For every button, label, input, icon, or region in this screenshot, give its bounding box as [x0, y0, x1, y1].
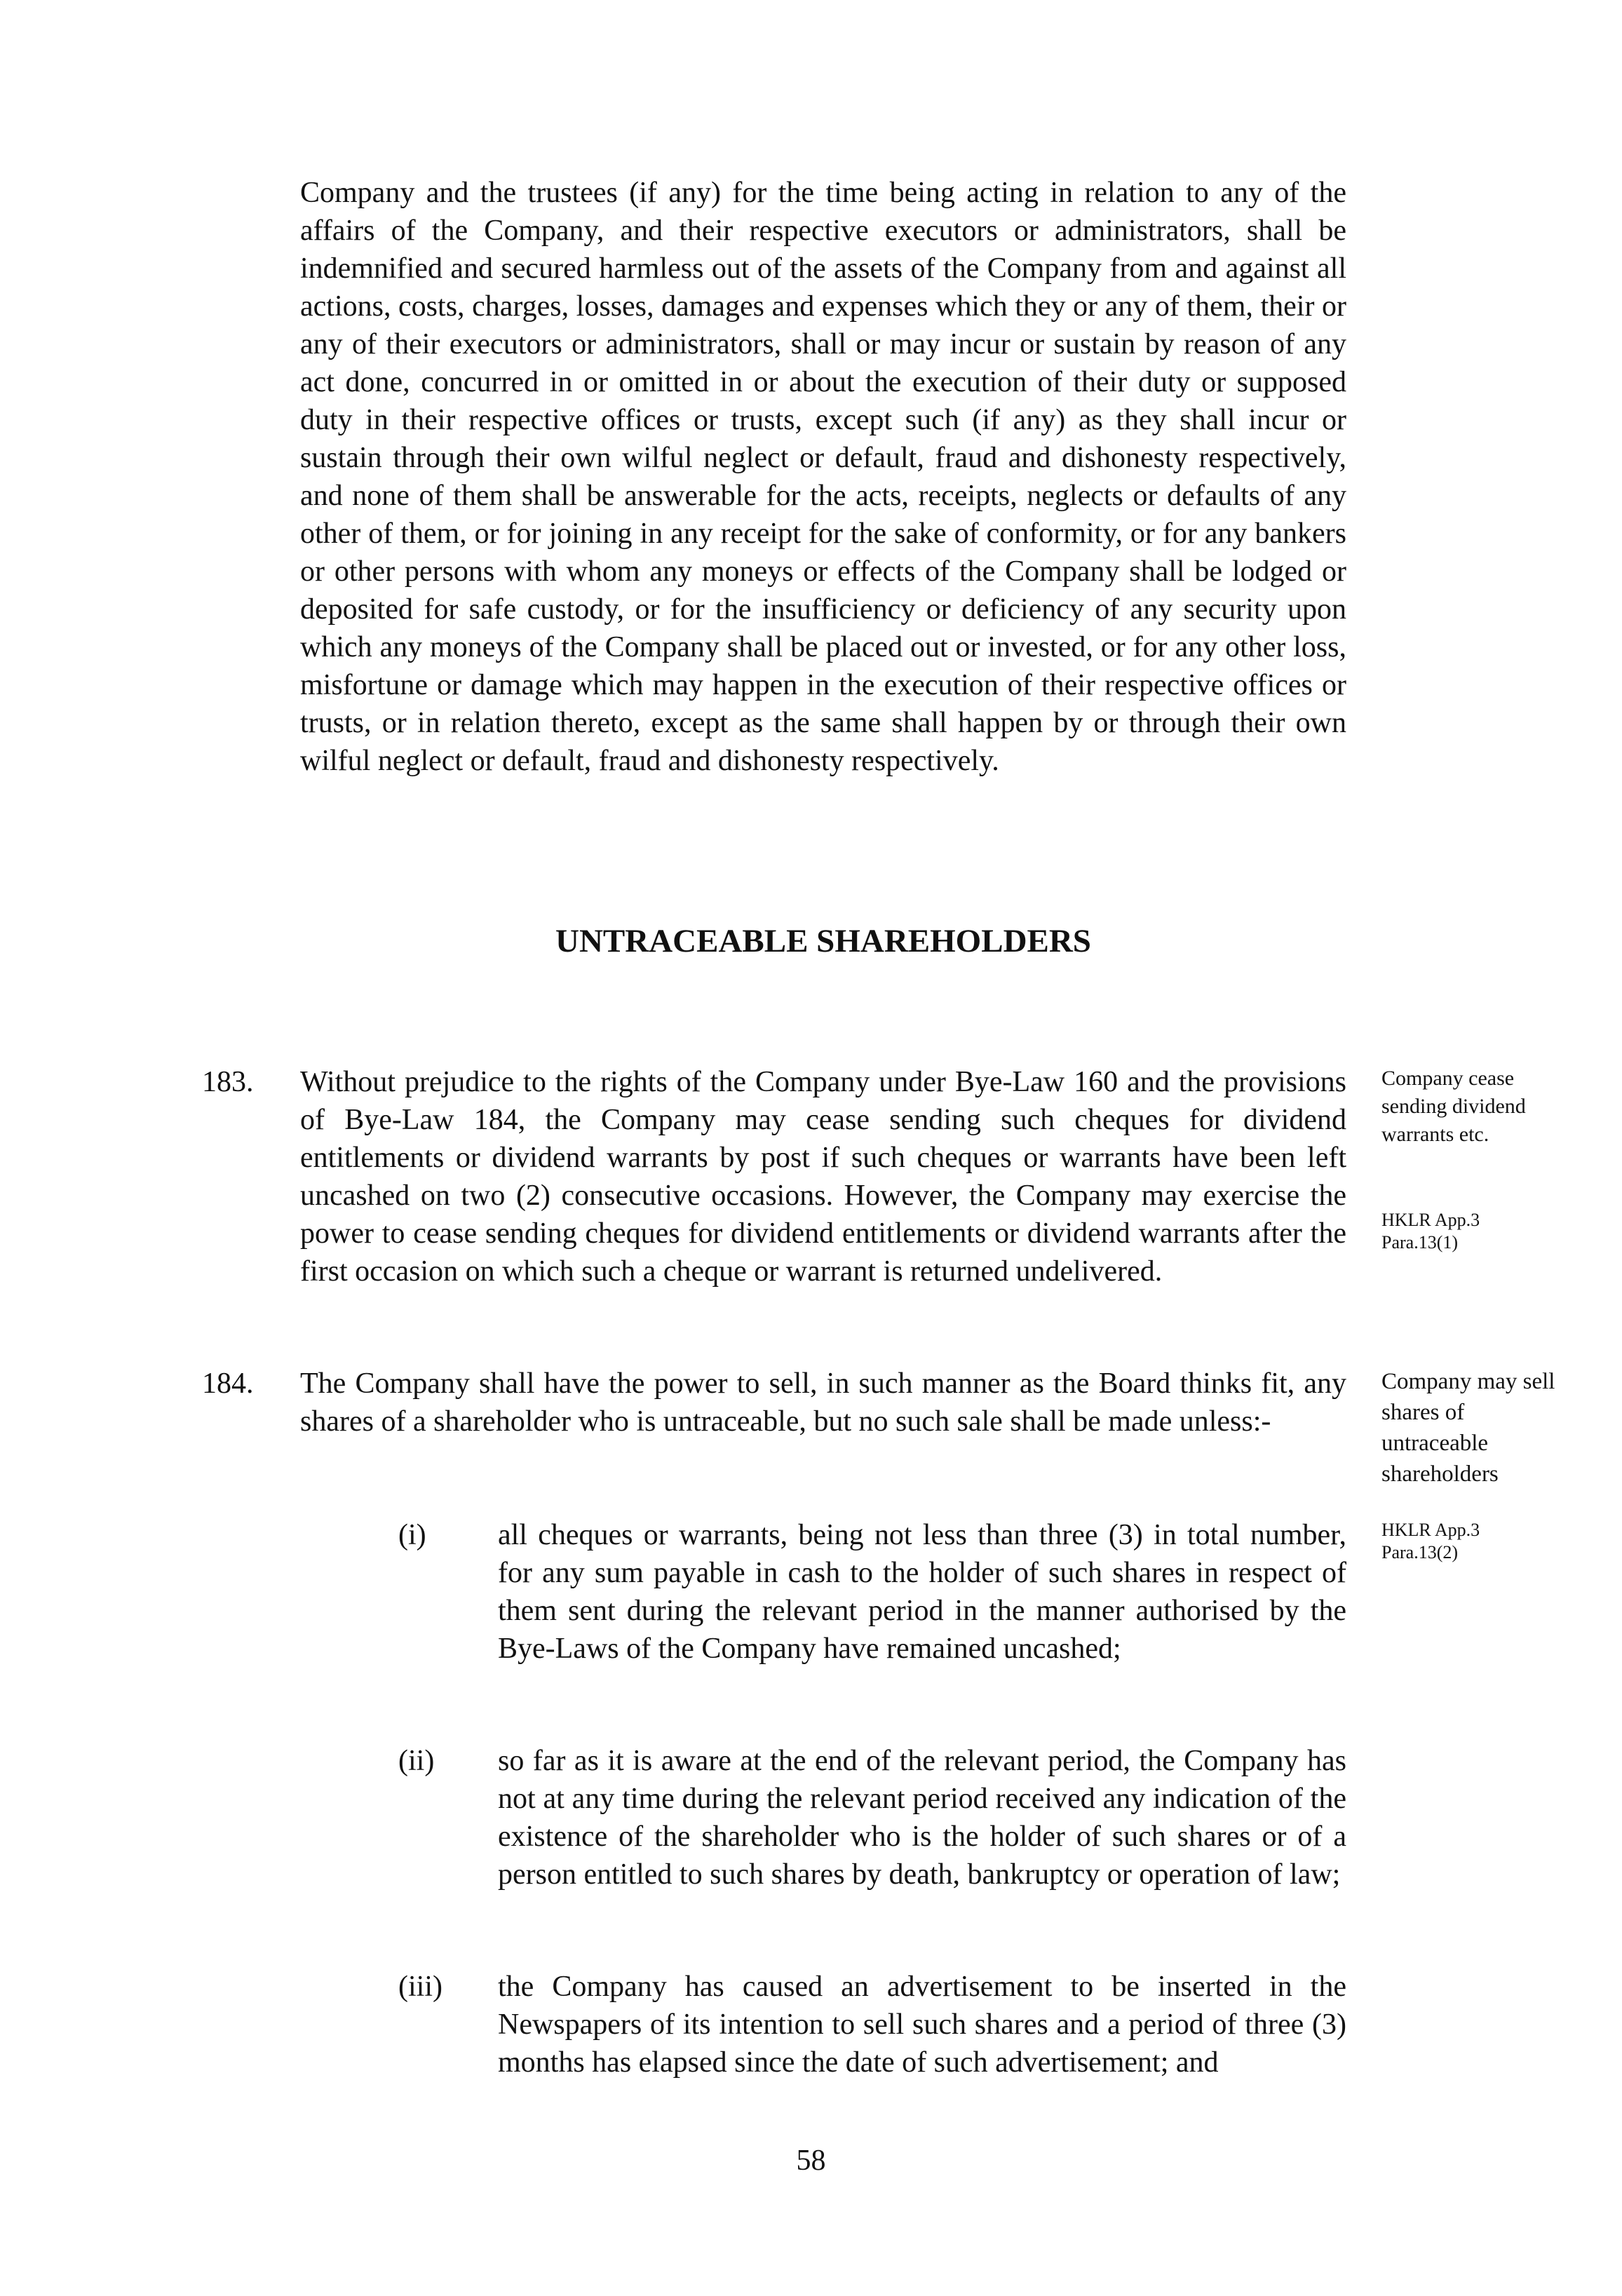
clause-text-184: The Company shall have the power to sell, in such manner as the Board thinks fit, any shares of a shareholder who is untraceable, but no such sale shall be made unless:- — [300, 1368, 1346, 1438]
margin-reference-184: HKLR App.3 Para.13(2) — [1381, 1520, 1480, 1562]
clause-text-183: Without prejudice to the rights of the Company under Bye-Law 160 and the provisions of Bye-Law 184, the Company may cease sending such cheques for dividend entitlements or dividend warrants by post if such cheques or warrants have been left uncashed on two (2) consecutive occasions. However, the Company may exercise the power to cease sending cheques for dividend entitlements or dividend warrants after the first occasion on which such a cheque or warrant is returned undelivered. — [300, 1066, 1346, 1288]
margin-reference-183: HKLR App.3 Para.13(1) — [1381, 1210, 1480, 1252]
subclause-number-ii: (ii) — [398, 1745, 435, 1777]
subclause-number-iii: (iii) — [398, 1971, 442, 2003]
section-heading: UNTRACEABLE SHAREHOLDERS — [555, 923, 1091, 959]
margin-note-184: Company may sell shares of untraceable shareholders — [1381, 1369, 1555, 1487]
margin-note-183: Company cease sending dividend warrants etc. — [1381, 1067, 1526, 1146]
subclause-text-ii: so far as it is aware at the end of the relevant period, the Company has not at any time during the relevant period received any indication of the existence of the shareholder who is the holder of such shares or of a person entitled to such shares by death, bankruptcy or operation of law; — [498, 1745, 1346, 1891]
clause-number-184: 184. — [202, 1368, 254, 1400]
subclause-number-i: (i) — [398, 1519, 426, 1551]
clause-number-183: 183. — [202, 1066, 254, 1098]
page-number: 58 — [796, 2145, 826, 2177]
subclause-text-iii: the Company has caused an advertisement to be inserted in the Newspapers of its intention to sell such shares and a period of three (3) months has elapsed since the date of such advertisement; and — [498, 1971, 1346, 2079]
subclause-text-i: all cheques or warrants, being not less than three (3) in total number, for any sum payable in cash to the holder of such shares in respect of them sent during the relevant period in the manner authorised by the Bye-Laws of the Company have remained uncashed; — [498, 1519, 1346, 1665]
intro-paragraph: Company and the trustees (if any) for the time being acting in relation to any of the affairs of the Company, and their respective executors or administrators, shall be indemnified and secured harmless out of the assets of the Company from and against all actions, costs, charges, losses, damages and expenses which they or any of them, their or any of their executors or administrators, shall or may incur or sustain by reason of any act done, concurred in or omitted in or about the execution of their duty or supposed duty in their respective offices or trusts, except such (if any) as they shall incur or sustain through their own wilful neglect or default, fraud and dishonesty respectively, and none of them shall be answerable for the acts, receipts, neglects or defaults of any other of them, or for joining in any receipt for the sake of conformity, or for any bankers or other persons with whom any moneys or effects of the Company shall be lodged or deposited for safe custody, or for the insufficiency or deficiency of any security upon which any moneys of the Company shall be placed out or invested, or for any other loss, misfortune or damage which may happen in the execution of their respective offices or trusts, or in relation thereto, except as the same shall happen by or through their own wilful neglect or default, fraud and dishonesty respectively. — [300, 177, 1346, 777]
